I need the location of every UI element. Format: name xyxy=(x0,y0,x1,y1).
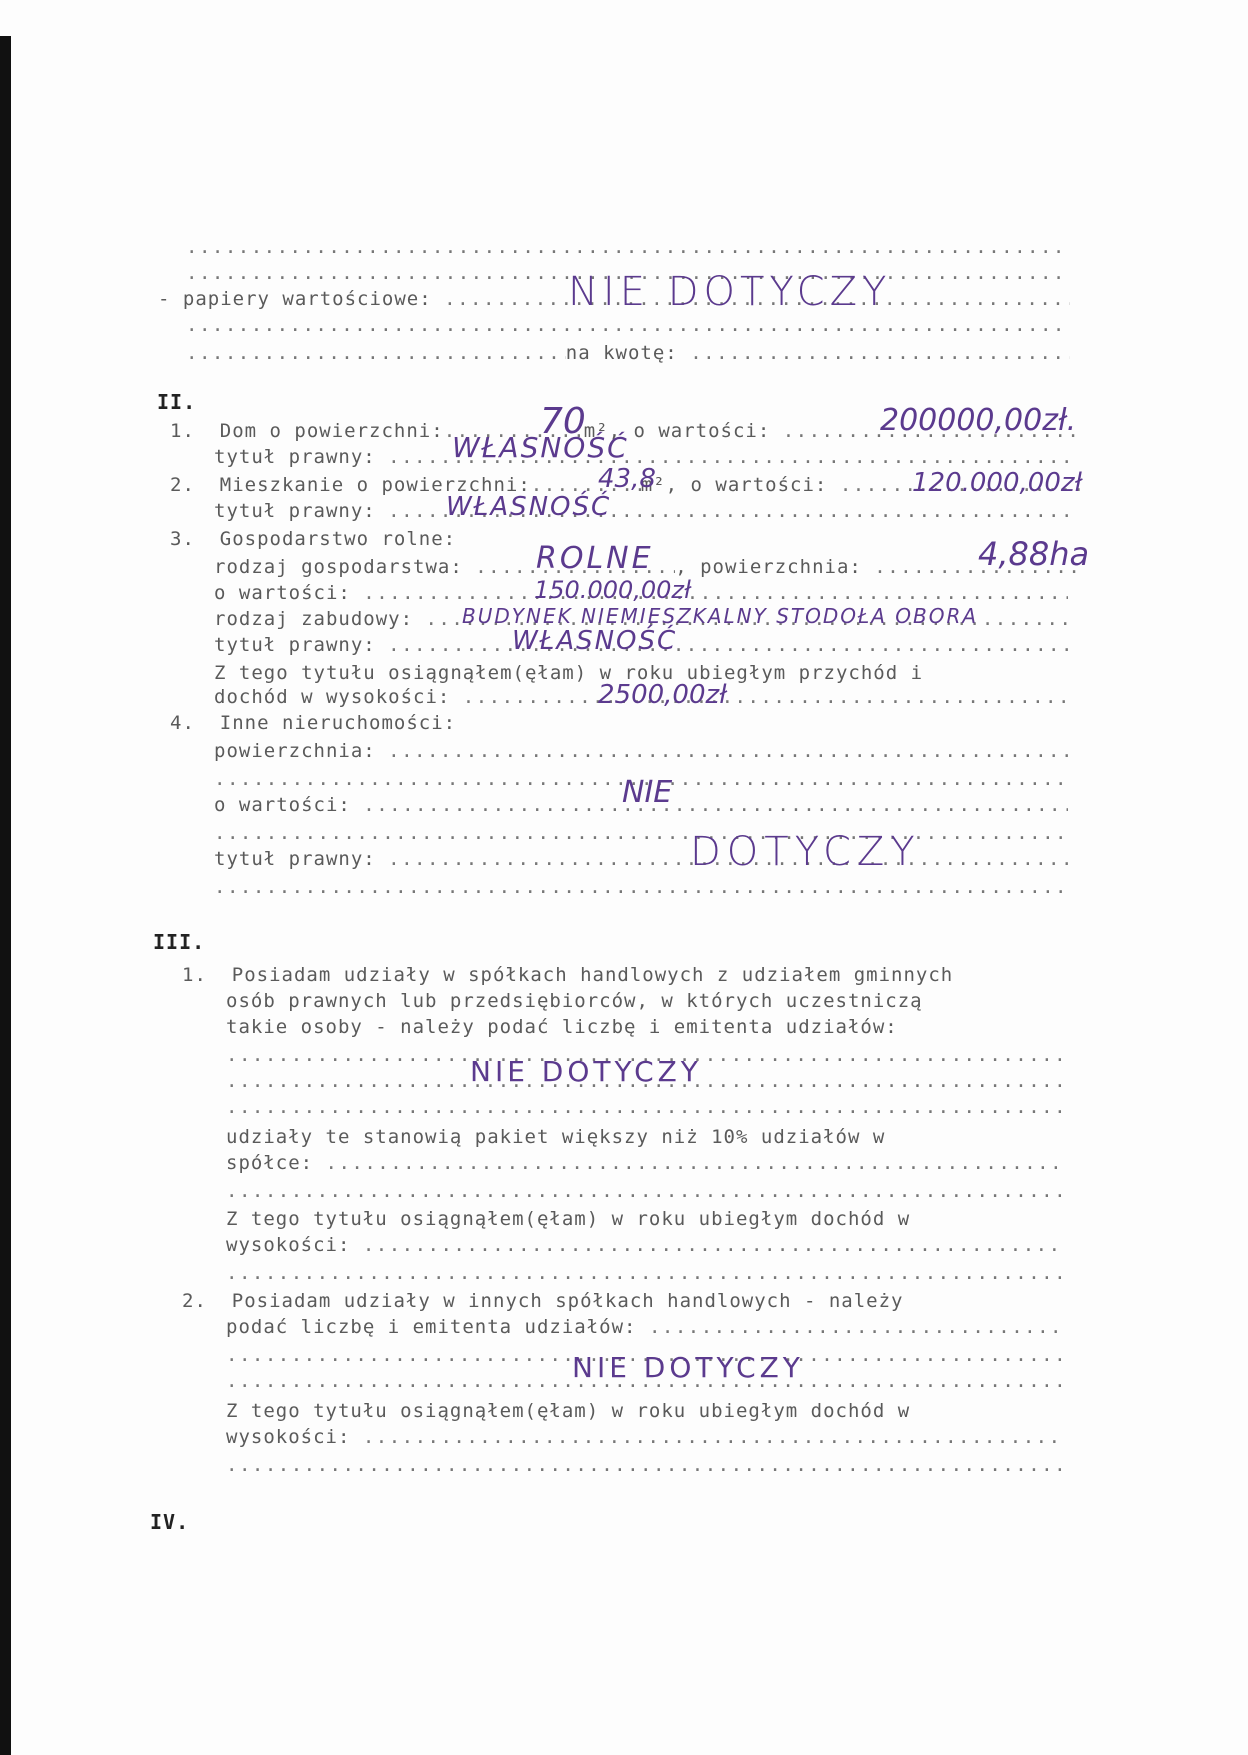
shares-income-text: Z tego tytułu osiągnąłem(ęłam) w roku ubiegłym dochód w xyxy=(226,1208,911,1230)
shares-row-2 xyxy=(226,990,1082,1014)
other-shares-income-text: Z tego tytułu osiągnąłem(ęłam) w roku ubiegłym dochód w xyxy=(226,1400,911,1422)
other-shares-text: Posiadam udziały w innych spółkach handlowych - należy xyxy=(231,1290,904,1312)
item-number: 4. xyxy=(170,712,195,734)
other-shares-row-2 xyxy=(226,1316,1066,1340)
dotted-line xyxy=(226,1262,1066,1286)
house-unit-label: m², o wartości: xyxy=(583,420,771,442)
handwritten-farm-title: WŁASNOŚĆ xyxy=(512,626,678,656)
item-number: 3. xyxy=(170,528,195,550)
other-shares-row xyxy=(182,1290,1082,1314)
securities-label: - papiery wartościowe: xyxy=(158,288,432,310)
dotted-line xyxy=(226,1096,1066,1120)
farm-area-label: , powierzchnia: xyxy=(675,556,862,578)
handwritten-other-shares: NIE DOTYCZY xyxy=(572,1351,804,1384)
handwritten-house-value: 200000,00zł. xyxy=(880,403,1077,438)
title-label: tytuł prawny: xyxy=(214,848,376,870)
shares-text: osób prawnych lub przedsiębiorców, w których uczestniczą xyxy=(226,990,923,1012)
handwritten-flat-title: WŁASNOŚĆ xyxy=(446,492,612,522)
other-area-label: powierzchnia: xyxy=(214,740,376,762)
other-shares-income-text: wysokości: xyxy=(226,1426,351,1448)
title-label: tytuł prawny: xyxy=(214,446,376,468)
dotted-line xyxy=(186,314,1070,338)
title-label: tytuł prawny: xyxy=(214,634,376,656)
package-text: udziały te stanowią pakiet większy niż 10% udziałów w xyxy=(226,1126,886,1148)
section-II-heading: II. xyxy=(157,390,197,414)
farm-type-label: rodzaj gospodarstwa: xyxy=(214,556,463,578)
handwritten-shares: NIE DOTYCZY xyxy=(470,1055,702,1088)
handwritten-other-dotyczy: DOTYCZY xyxy=(690,829,921,875)
shares-text: Posiadam udziały w spółkach handlowych z udziałem gminnych xyxy=(231,964,954,986)
shares-income-row-2 xyxy=(226,1234,1066,1258)
farm-income-label: dochód w wysokości: xyxy=(214,686,451,708)
dotted-line xyxy=(214,822,1068,846)
package-row-2 xyxy=(226,1152,1066,1176)
flat-label: Mieszkanie o powierzchni: xyxy=(219,474,531,496)
house-label: Dom o powierzchni: xyxy=(219,420,444,442)
other-shares-income-row-2 xyxy=(226,1426,1066,1450)
dotted-line xyxy=(186,236,1070,260)
farm-value-label: o wartości: xyxy=(214,582,351,604)
handwritten-farm-area: 4,88ha xyxy=(978,535,1090,573)
amount-row xyxy=(186,342,1070,366)
other-shares-income-row xyxy=(226,1400,1082,1424)
shares-row-3 xyxy=(226,1016,1082,1040)
section-III-heading: III. xyxy=(153,930,206,954)
package-row xyxy=(226,1126,1082,1150)
other-area-row xyxy=(214,740,1068,764)
handwritten-farm-income: 2500,00zł xyxy=(598,680,727,710)
dotted-line xyxy=(214,876,1068,900)
handwritten-flat-area: 43,8 xyxy=(598,464,656,494)
title-label: tytuł prawny: xyxy=(214,500,376,522)
amount-label: na kwotę: xyxy=(565,342,678,364)
flat-title-row xyxy=(214,500,1068,524)
handwritten-flat-value: 120.000,00zł xyxy=(912,468,1082,498)
other-property-row xyxy=(170,712,1082,736)
farm-label: Gospodarstwo rolne: xyxy=(219,528,457,550)
handwritten-farm-buildings: BUDYNEK NIEMIESZKALNY STODOŁA OBORA xyxy=(462,604,979,628)
handwritten-house-title: WŁASNOŚĆ xyxy=(452,431,629,464)
handwritten-farm-value: 150.000,00zł xyxy=(534,576,691,604)
farm-buildings-label: rodzaj zabudowy: xyxy=(214,608,414,630)
handwritten-farm-type: ROLNE xyxy=(536,541,654,576)
shares-row xyxy=(182,964,1082,988)
handwritten-other-nie: NIE xyxy=(622,775,673,810)
other-shares-text: podać liczbę i emitenta udziałów: xyxy=(226,1316,637,1338)
package-text: spółce: xyxy=(226,1152,314,1174)
dotted-line xyxy=(226,1180,1066,1204)
handwritten-house-area: 70 xyxy=(540,401,586,442)
flat-unit-label: m², o wartości: xyxy=(640,474,828,496)
handwritten-securities: NIE DOTYCZY xyxy=(568,269,892,315)
farm-income-label: Z tego tytułu osiągnąłem(ęłam) w roku ubiegłym przychód i xyxy=(214,662,924,684)
scan-edge-bar xyxy=(0,36,11,1755)
dotted-line xyxy=(226,1454,1066,1478)
item-number: 2. xyxy=(170,474,195,496)
other-property-label: Inne nieruchomości: xyxy=(219,712,457,734)
other-value-label: o wartości: xyxy=(214,794,351,816)
shares-text: takie osoby - należy podać liczbę i emitenta udziałów: xyxy=(226,1016,898,1038)
item-number: 2. xyxy=(182,1290,207,1312)
section-IV-heading: IV. xyxy=(150,1510,190,1534)
item-number: 1. xyxy=(170,420,195,442)
shares-income-row xyxy=(226,1208,1082,1232)
other-title-row xyxy=(214,848,1068,872)
item-number: 1. xyxy=(182,964,207,986)
shares-income-text: wysokości: xyxy=(226,1234,351,1256)
